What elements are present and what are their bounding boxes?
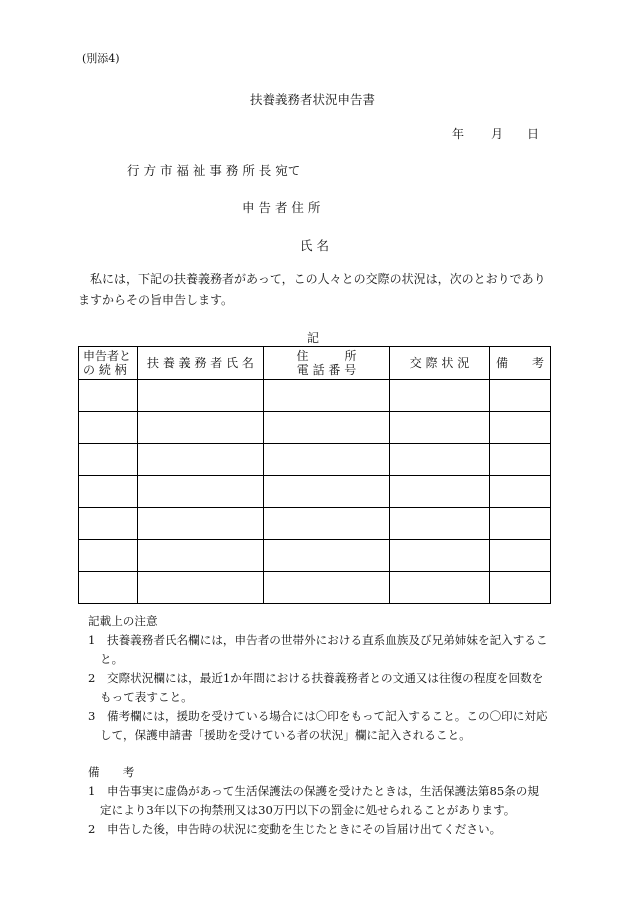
table-row bbox=[79, 572, 551, 604]
note-item-2: 2 交際状況欄には，最近1か年間における扶養義務者との文通又は往復の程度を回数をもって表すこと。 bbox=[88, 671, 544, 704]
note-item-1: 1 扶養義務者氏名欄には，申告者の世帯外における直系血族及び兄弟姉妹を記入すること。 bbox=[88, 633, 548, 666]
attachment-label: (別添4) bbox=[82, 52, 120, 65]
obligor-name-cell[interactable] bbox=[138, 380, 264, 412]
relation-cell[interactable] bbox=[79, 572, 138, 604]
table-header-row bbox=[79, 347, 551, 380]
obligor-name-cell[interactable] bbox=[138, 444, 264, 476]
remarks-cell[interactable] bbox=[490, 380, 551, 412]
header-contact-status: 交 際 状 況 bbox=[390, 347, 490, 380]
ki-label: 記 bbox=[307, 331, 320, 345]
header-address: 住 所 bbox=[296, 349, 357, 363]
table-row bbox=[79, 380, 551, 412]
obligor-name-cell[interactable] bbox=[138, 476, 264, 508]
remarks-section bbox=[88, 763, 550, 839]
address-phone-cell[interactable] bbox=[264, 380, 390, 412]
obligor-name-cell[interactable] bbox=[138, 508, 264, 540]
address-phone-cell[interactable] bbox=[264, 476, 390, 508]
obligor-name-cell[interactable] bbox=[138, 412, 264, 444]
notes-heading: 記載上の注意 bbox=[88, 614, 158, 628]
header-phone: 電 話 番 号 bbox=[296, 363, 357, 377]
header-relation-line1: 申告者と bbox=[83, 349, 132, 363]
remarks-item-1: 1 申告事実に虚偽があって生活保護法の保護を受けたときは，生活保護法第85条の規定により3年以下の拘禁刑又は30万円以下の罰金に処せられることがあります。 bbox=[88, 784, 539, 817]
relation-cell[interactable] bbox=[79, 444, 138, 476]
date-year: 年 bbox=[452, 127, 465, 141]
remarks-cell[interactable] bbox=[490, 476, 551, 508]
contact-status-cell[interactable] bbox=[390, 412, 490, 444]
applicant-address-label: 申 告 者 住 所 bbox=[242, 200, 321, 215]
contact-status-cell[interactable] bbox=[390, 380, 490, 412]
remarks-cell[interactable] bbox=[490, 572, 551, 604]
table-row bbox=[79, 508, 551, 540]
relation-cell[interactable] bbox=[79, 380, 138, 412]
document-title: 扶養義務者状況申告書 bbox=[250, 92, 376, 107]
remarks-heading: 備 考 bbox=[88, 765, 135, 779]
table-row bbox=[79, 476, 551, 508]
header-relation bbox=[79, 347, 138, 380]
header-remarks: 備 考 bbox=[490, 347, 551, 380]
table-row bbox=[79, 412, 551, 444]
notes-section bbox=[88, 612, 550, 745]
address-phone-cell[interactable] bbox=[264, 508, 390, 540]
remarks-item-2: 2 申告した後，申告時の状況に変動を生じたときにその旨届け出てください。 bbox=[88, 822, 502, 836]
intro-paragraph: 私には，下記の扶養義務者があって，この人々との交際の状況は，次のとおりでありますからその旨申告します。 bbox=[78, 272, 546, 307]
relation-cell[interactable] bbox=[79, 476, 138, 508]
obligor-table bbox=[78, 346, 551, 604]
address-phone-cell[interactable] bbox=[264, 572, 390, 604]
table-row bbox=[79, 540, 551, 572]
address-phone-cell[interactable] bbox=[264, 412, 390, 444]
date-day: 日 bbox=[527, 127, 540, 141]
date-month: 月 bbox=[491, 127, 504, 141]
header-obligor-name: 扶 養 義 務 者 氏 名 bbox=[138, 347, 264, 380]
obligor-name-cell[interactable] bbox=[138, 572, 264, 604]
contact-status-cell[interactable] bbox=[390, 572, 490, 604]
header-relation-line2: の 続 柄 bbox=[83, 363, 127, 377]
applicant-name-label: 氏 名 bbox=[300, 238, 329, 253]
table-row bbox=[79, 444, 551, 476]
relation-cell[interactable] bbox=[79, 540, 138, 572]
relation-cell[interactable] bbox=[79, 508, 138, 540]
remarks-cell[interactable] bbox=[490, 540, 551, 572]
remarks-cell[interactable] bbox=[490, 412, 551, 444]
remarks-cell[interactable] bbox=[490, 444, 551, 476]
addressee: 行 方 市 福 祉 事 務 所 長 宛て bbox=[127, 163, 301, 178]
relation-cell[interactable] bbox=[79, 412, 138, 444]
contact-status-cell[interactable] bbox=[390, 540, 490, 572]
header-address-phone bbox=[264, 347, 390, 380]
contact-status-cell[interactable] bbox=[390, 476, 490, 508]
note-item-3: 3 備考欄には，援助を受けている場合には〇印をもって記入すること。この〇印に対応して，保護申請書「援助を受けている者の状況」欄に記入されること。 bbox=[88, 709, 548, 742]
obligor-name-cell[interactable] bbox=[138, 540, 264, 572]
remarks-cell[interactable] bbox=[490, 508, 551, 540]
address-phone-cell[interactable] bbox=[264, 540, 390, 572]
table-body bbox=[79, 380, 551, 604]
address-phone-cell[interactable] bbox=[264, 444, 390, 476]
contact-status-cell[interactable] bbox=[390, 444, 490, 476]
contact-status-cell[interactable] bbox=[390, 508, 490, 540]
